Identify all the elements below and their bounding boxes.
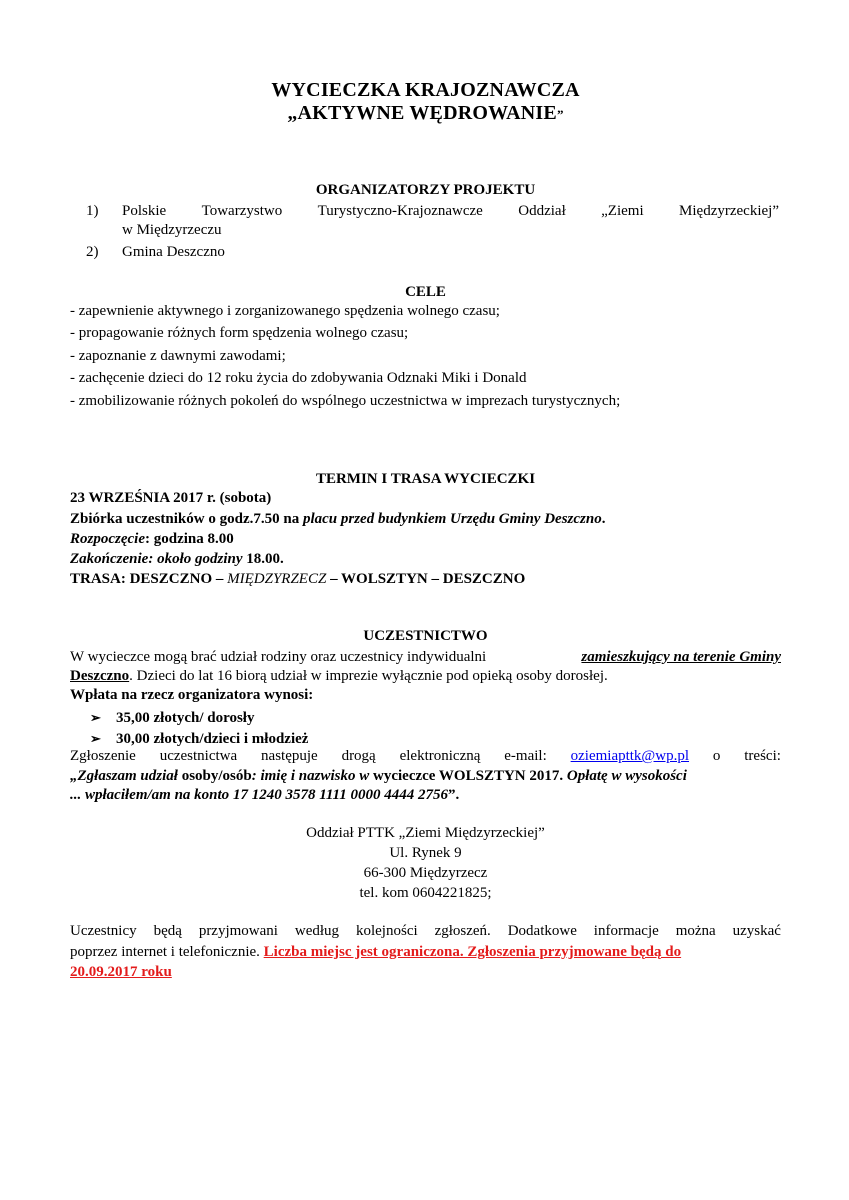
word: drogą bbox=[341, 748, 376, 764]
registration-line1 bbox=[70, 747, 781, 766]
goal-item: - zapoznanie z dawnymi zawodami; bbox=[70, 348, 286, 364]
goals-heading: CELE bbox=[405, 284, 446, 300]
word: można bbox=[675, 923, 716, 939]
p1-line2-emph: Deszczno bbox=[70, 668, 130, 684]
registration-line3 bbox=[70, 786, 459, 805]
document-title-line2 bbox=[70, 101, 781, 127]
address-line: Ul. Rynek 9 bbox=[389, 845, 462, 861]
schedule-date: 23 WRZEŚNIA 2017 r. (sobota) bbox=[70, 490, 272, 506]
address-line: 66-300 Międzyrzecz bbox=[363, 865, 488, 881]
word: następuje bbox=[261, 748, 318, 764]
meeting-prefix: Zbiórka uczestników o godz.7.50 na bbox=[70, 511, 303, 527]
p1-line2-text: . Dzieci do lat 16 biorą udział w imprezie wyłącznie pod opieką osoby dorosłej. bbox=[129, 668, 608, 684]
p1-line1-text: W wycieczce mogą brać udział rodziny oraz uczestnicy indywidualni bbox=[70, 649, 487, 665]
goal-item: - propagowanie różnych form spędzenia wolnego czasu; bbox=[70, 325, 409, 341]
word: Międzyrzeckiej” bbox=[679, 203, 779, 219]
start-value: : godzina 8.00 bbox=[144, 531, 234, 547]
reg-line2-d: wycieczce WOLSZTYN 2017. bbox=[369, 768, 564, 784]
word: Zgłoszenie bbox=[70, 748, 136, 764]
account-number: 17 1240 3578 1111 0000 4444 2756 bbox=[232, 787, 448, 803]
word: zgłoszeń. bbox=[434, 923, 491, 939]
word: o bbox=[712, 748, 721, 764]
footer-line3 bbox=[70, 963, 172, 982]
participation-p1-line2 bbox=[70, 667, 608, 686]
meeting-suffix: . bbox=[601, 511, 606, 527]
footer-line2 bbox=[70, 943, 681, 962]
fee-item-text: 35,00 złotych/ dorosły bbox=[116, 710, 255, 726]
word: treści: bbox=[744, 748, 781, 764]
end-label: Zakończenie bbox=[70, 551, 149, 567]
organizer-item-1-line2: w Międzyrzeczu bbox=[122, 222, 222, 238]
route-italic: MIĘDZYRZECZ bbox=[227, 571, 327, 587]
word: uzyskać bbox=[732, 923, 781, 939]
organizer-item-2-text: Gmina Deszczno bbox=[122, 244, 225, 260]
footer-line2-text: poprzez internet i telefonicznie. bbox=[70, 944, 264, 960]
reg-line3-c: ”. bbox=[447, 787, 460, 803]
organizer-item-1-line1 bbox=[122, 202, 779, 221]
arrow-bullet-icon: ➢ bbox=[90, 731, 101, 746]
end-value: : około godziny bbox=[148, 551, 247, 567]
word: uczestnictwa bbox=[159, 748, 238, 764]
meeting-place: placu przed budynkiem Urzędu Gminy Deszczno bbox=[302, 511, 602, 527]
footer-warning: Liczba miejsc jest ograniczona. Zgłoszenia przyjmowane będą do bbox=[263, 944, 682, 960]
word: Polskie bbox=[122, 203, 167, 219]
word: elektroniczną bbox=[399, 748, 481, 764]
arrow-bullet-icon: ➢ bbox=[90, 710, 101, 725]
schedule-heading: TERMIN I TRASA WYCIECZKI bbox=[315, 471, 536, 487]
reg-line2-e: Opłatę w wysokości bbox=[563, 768, 687, 784]
registration-line2 bbox=[70, 767, 687, 786]
fee-item bbox=[70, 708, 254, 728]
organizer-item-1-number: 1) bbox=[86, 203, 99, 219]
word: Oddział bbox=[518, 203, 566, 219]
organizer-item-1 bbox=[70, 202, 781, 221]
footer-deadline: 20.09.2017 roku bbox=[70, 964, 172, 980]
reg-line2-b: osoby/osób bbox=[177, 768, 252, 784]
route-suffix: – WOLSZTYN – DESZCZNO bbox=[326, 571, 526, 587]
address-line: Oddział PTTK „Ziemi Międzyrzeckiej” bbox=[306, 825, 545, 841]
organizer-item-2-number: 2) bbox=[86, 244, 99, 260]
reg-line3-a: ... wpłaciłem/am na konto bbox=[70, 787, 233, 803]
word: przyjmowani bbox=[198, 923, 278, 939]
document-title-line1: WYCIECZKA KRAJOZNAWCZA bbox=[271, 79, 580, 101]
goal-item: - zapewnienie aktywnego i zorganizowanego spędzenia wolnego czasu; bbox=[70, 303, 500, 319]
p1-line1-emph: zamieszkujący na terenie Gminy bbox=[581, 649, 781, 665]
word: według bbox=[294, 923, 340, 939]
end-time: 18.00. bbox=[246, 551, 284, 567]
participation-p1-line1 bbox=[70, 648, 781, 667]
word: będą bbox=[153, 923, 182, 939]
schedule-start bbox=[70, 530, 234, 549]
word: Uczestnicy bbox=[70, 923, 137, 939]
word: Turystyczno-Krajoznawcze bbox=[317, 203, 483, 219]
document-title-close-quote: ” bbox=[556, 107, 564, 122]
word: e-mail: bbox=[504, 748, 547, 764]
organizers-heading: ORGANIZATORZY PROJEKTU bbox=[315, 182, 536, 198]
word: Dodatkowe bbox=[507, 923, 577, 939]
start-label: Rozpoczęcie bbox=[70, 531, 145, 547]
goal-item: - zachęcenie dzieci do 12 roku życia do zdobywania Odznaki Miki i Donald bbox=[70, 370, 527, 386]
goal-item: - zmobilizowanie różnych pokoleń do wspólnego uczestnictwa w imprezach turystycznych; bbox=[70, 393, 621, 409]
fee-heading: Wpłata na rzecz organizatora wynosi: bbox=[70, 687, 314, 703]
schedule-route bbox=[70, 570, 525, 589]
reg-line2-c: : imię i nazwisko w bbox=[251, 768, 370, 784]
organizer-item-2 bbox=[70, 243, 225, 262]
address-phone: tel. kom 0604221825; bbox=[359, 885, 492, 901]
word: Towarzystwo bbox=[201, 203, 283, 219]
schedule-meeting bbox=[70, 510, 605, 529]
word: „Ziemi bbox=[601, 203, 644, 219]
document-title-text: „AKTYWNE WĘDROWANIE bbox=[287, 102, 557, 124]
schedule-end bbox=[70, 550, 284, 569]
fee-item-text: 30,00 złotych/dzieci i młodzież bbox=[116, 731, 309, 747]
email-link[interactable]: oziemiapttk@wp.pl bbox=[570, 748, 689, 764]
reg-line2-a: „Zgłaszam udział bbox=[70, 768, 178, 784]
participation-heading: UCZESTNICTWO bbox=[363, 628, 488, 644]
word: kolejności bbox=[355, 923, 418, 939]
word: informacje bbox=[593, 923, 659, 939]
route-prefix: TRASA: DESZCZNO – bbox=[70, 571, 228, 587]
fee-item bbox=[70, 729, 308, 749]
footer-line1 bbox=[70, 922, 781, 941]
